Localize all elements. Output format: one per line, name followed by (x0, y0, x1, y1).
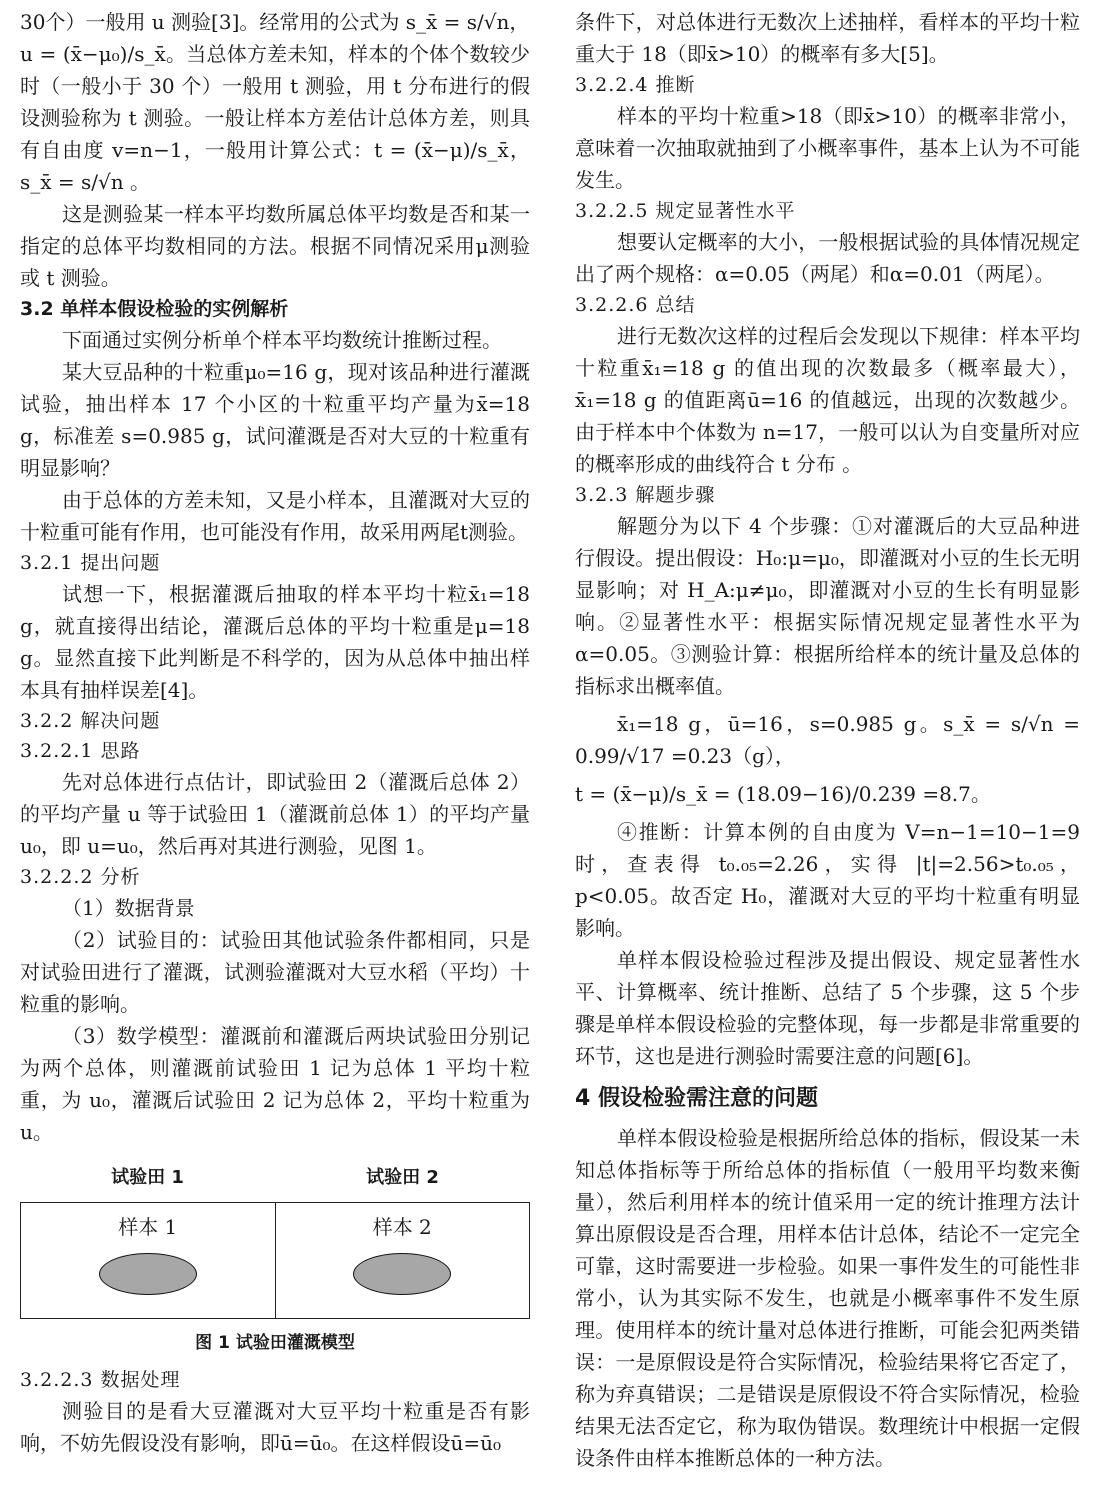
section-heading: 4 假设检验需注意的问题 (575, 1086, 818, 1111)
figure-header (20, 1162, 530, 1194)
figure-caption: 图 1 试验田灌溉模型 (195, 1333, 355, 1353)
paragraph: （3）数学模型：灌溉前和灌溉后两块试验田分别记为两个总体，则灌溉前试验田 1 记为总体 1 平均十粒重，为 u₀，灌溉后试验田 2 记为总体 2，平均十粒重为 u。 (20, 1024, 530, 1144)
subsection-heading: 3.2.2.1 思路 (20, 740, 141, 762)
paragraph: u = (x̄−μ₀)/s_x̄。当总体方差未知，样本的个体个数较少时（一般小于 30 个）一般用 t 测验，用 t 分布进行的假设测验称为 t 测验。一般让样本方差估计总体方差，则具有自由度 v=n−1，一般用计算公式：t = (x̄−μ)/s_x̄，s_x̄ = s/√n 。 (20, 42, 530, 194)
paragraph: 30个）一般用 u 测验[3]。经常用的公式为 s_x̄ = s/√n， (20, 10, 530, 34)
paragraph: 试想一下，根据灌溉后抽取的样本平均十粒x̄₁=18 g，就直接得出结论，灌溉后总体的平均十粒重是μ=18 g。显然直接下此判断是不科学的，因为从总体中抽出样本具有抽样误差[4]。 (20, 582, 530, 702)
paragraph: 单样本假设检验过程涉及提出假设、规定显著性水平、计算概率、统计推断、总结了 5 个步骤，这 5 个步骤是单样本假设检验的完整体现，每一步都是非常重要的环节，这也是进行测验时需要注意的问题[6]。 (575, 948, 1080, 1068)
subsection-heading: 3.2.2.5 规定显著性水平 (575, 200, 796, 222)
subsection-heading: 3.2.2 解决问题 (20, 710, 161, 732)
subsection-heading: 3.2.2.6 总结 (575, 294, 696, 316)
equation: x̄₁=18 g，ū=16，s=0.985 g。s_x̄ = s/√n = 0.99/√17 =0.23（g）， (575, 712, 1080, 768)
left-column (20, 6, 530, 1459)
paragraph: 想要认定概率的大小，一般根据试验的具体情况规定出了两个规格：α=0.05（两尾）和α=0.01（两尾）。 (575, 230, 1080, 286)
figure-box (20, 1202, 530, 1319)
paragraph: 样本的平均十粒重>18（即x̄>10）的概率非常小，意味着一次抽取就抽到了小概率事件，基本上认为不可能发生。 (575, 104, 1080, 192)
figure-1 (20, 1162, 530, 1359)
paragraph: 解题分为以下 4 个步骤：①对灌溉后的大豆品种进行假设。提出假设：H₀:μ=μ₀，即灌溉对小豆的生长无明显影响；对 H_A:μ≠μ₀，即灌溉对小豆的生长有明显影响。②显著性水平：根据实际情况规定显著性水平为α=0.05。③测验计算：根据所给样本的统计量及总体的指标求出概率值。 (575, 514, 1080, 698)
paragraph: 下面通过实例分析单个样本平均数统计推断过程。 (62, 328, 502, 352)
field-2-cell (275, 1203, 530, 1318)
sample-2-label: 样本 2 (372, 1215, 432, 1239)
subsection-heading: 3.2.3 解题步骤 (575, 484, 716, 506)
paragraph: （2）试验目的：试验田其他试验条件都相同，只是对试验田进行了灌溉，试测验灌溉对大豆水稻（平均）十粒重的影响。 (20, 928, 530, 1016)
subsection-heading: 3.2.2.3 数据处理 (20, 1369, 181, 1391)
paragraph: 由于总体的方差未知，又是小样本，且灌溉对大豆的十粒重可能有作用，也可能没有作用，故采用两尾t测验。 (20, 488, 530, 544)
paragraph: 先对总体进行点估计，即试验田 2（灌溉后总体 2）的平均产量 u 等于试验田 1（灌溉前总体 1）的平均产量 u₀，即 u=u₀，然后再对其进行测验，见图 1。 (20, 770, 530, 858)
paragraph: ④推断：计算本例的自由度为 V=n−1=10−1=9 时，查表得 t₀.₀₅=2.26，实得 |t|=2.56>t₀.₀₅，p<0.05。故否定 H₀，灌溉对大豆的平均十粒重有明显影响。 (575, 820, 1080, 940)
field-1-label: 试验田 1 (111, 1167, 184, 1188)
paragraph: （1）数据背景 (62, 896, 195, 920)
sample-1-label: 样本 1 (118, 1215, 178, 1239)
section-heading: 3.2 单样本假设检验的实例解析 (20, 298, 289, 320)
subsection-heading: 3.2.1 提出问题 (20, 552, 161, 574)
paragraph: 单样本假设检验是根据所给总体的指标，假设某一未知总体指标等于所给总体的指标值（一般用平均数来衡量），然后利用样本的统计值采用一定的统计推理方法计算出原假设是否合理，用样本估计总体，结论不一定完全可靠，这时需要进一步检验。如果一事件发生的可能性非常小，认为其实际不发生，也就是小概率事件不发生原理。使用样本的统计量对总体进行推断，可能会犯两类错误：一是原假设是符合实际情况，检验结果将它否定了，称为弃真错误；二是错误是原假设不符合实际情况，检验结果无法否定它，称为取伪错误。数理统计中根据一定假设条件由样本推断总体的一种方法。 (575, 1126, 1080, 1470)
paragraph: 某大豆品种的十粒重μ₀=16 g，现对该品种进行灌溉试验，抽出样本 17 个小区的十粒重平均产量为x̄=18 g，标准差 s=0.985 g，试问灌溉是否对大豆的十粒重有明显影响？ (20, 360, 530, 480)
subsection-heading: 3.2.2.4 推断 (575, 74, 696, 96)
subsection-heading: 3.2.2.2 分析 (20, 866, 141, 888)
equation: t = (x̄−μ)/s_x̄ = (18.09−16)/0.239 =8.7。 (575, 782, 991, 806)
paragraph: 这是测验某一样本平均数所属总体平均数是否和某一指定的总体平均数相同的方法。根据不同情况采用μ测验或 t 测验。 (20, 202, 530, 290)
paragraph: 进行无数次这样的过程后会发现以下规律：样本平均十粒重x̄₁=18 g 的值出现的次数最多（概率最大），x̄₁=18 g 的值距离ū=16 的值越远，出现的次数越少。由于样本中个体数为 n=17，一般可以认为自变量所对应的概率形成的曲线符合 t 分布 。 (575, 324, 1080, 476)
sample-1-ellipse (99, 1253, 197, 1295)
sample-2-ellipse (353, 1253, 451, 1295)
paragraph: 条件下，对总体进行无数次上述抽样，看样本的平均十粒重大于 18（即x̄>10）的概率有多大[5]。 (575, 10, 1080, 66)
right-column (575, 6, 1080, 1474)
paragraph: 测验目的是看大豆灌溉对大豆平均十粒重是否有影响，不妨先假设没有影响，即ū=ū₀。在这样假设ū=ū₀ (20, 1399, 530, 1455)
field-2-label: 试验田 2 (366, 1167, 439, 1188)
field-1-cell (21, 1203, 275, 1318)
